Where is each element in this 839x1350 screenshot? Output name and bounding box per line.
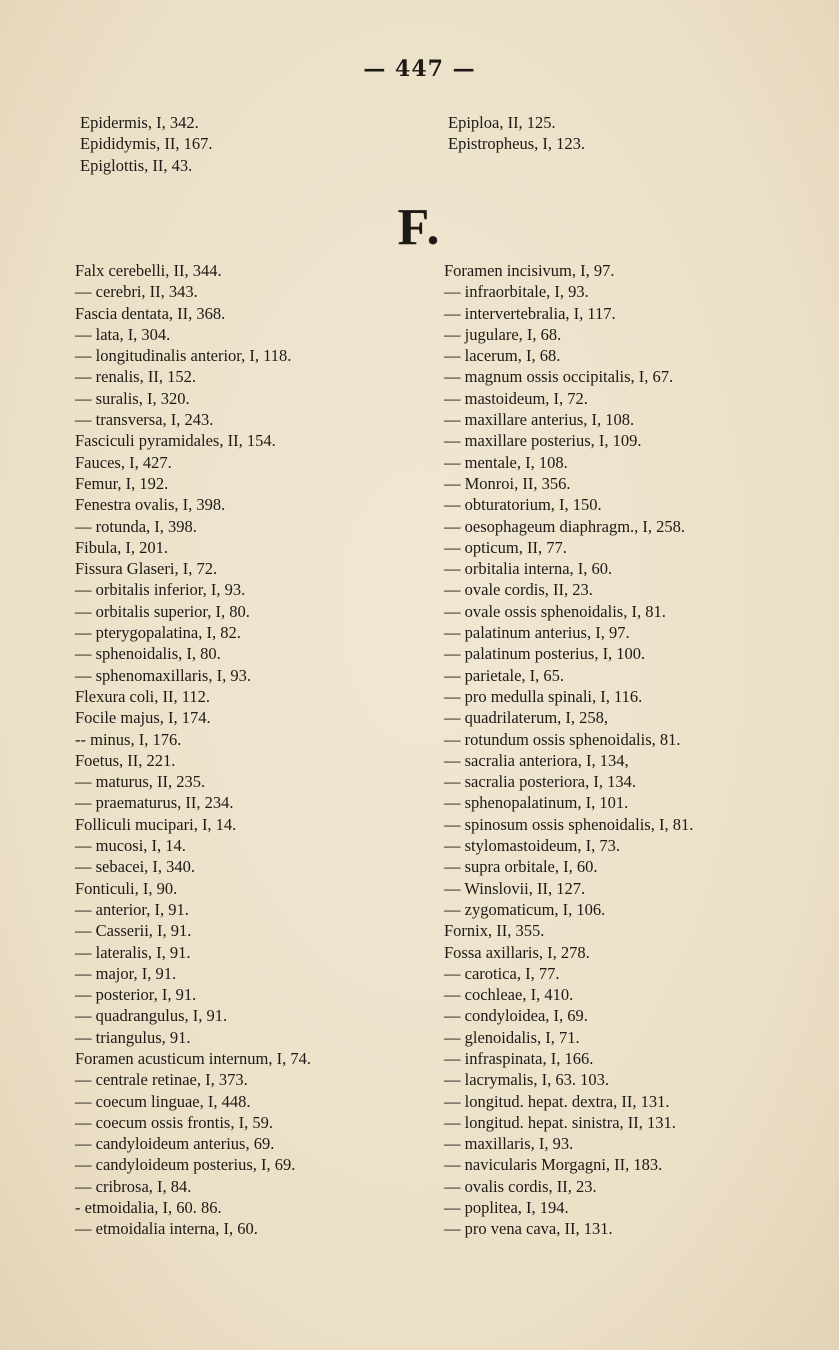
index-entry: — quadrangulus, I, 91. [75,1006,228,1026]
index-entry: — glenoidalis, I, 71. [444,1027,580,1047]
index-entry: — rotundum ossis sphenoidalis, 81. [444,729,681,749]
index-entry: — longitud. hepat. sinistra, II, 131. [444,1112,676,1132]
index-entry: Epidermis, I, 342. [80,113,199,132]
index-entry: — sacralia anteriora, I, 134, [444,750,629,770]
index-entry: Foetus, II, 221. [75,750,176,770]
index-entry: Falx cerebelli, II, 344. [75,261,222,280]
page-number: — 447 — [363,56,476,82]
index-entry: — stylomastoideum, I, 73. [444,836,620,856]
index-entry: — quadrilaterum, I, 258, [444,708,609,728]
index-entry: — cerebri, II, 343. [75,282,198,302]
index-entry: Foramen incisivum, I, 97. [444,261,615,280]
index-entry: — obturatorium, I, 150. [444,495,602,515]
index-entry: — praematurus, II, 234. [75,793,234,813]
index-entry: — maxillare anterius, I, 108. [444,410,635,430]
index-entry: — coecum linguae, I, 448. [75,1091,251,1111]
index-entry: — etmoidalia interna, I, 60. [75,1219,258,1239]
index-entry: -- minus, I, 176. [75,729,182,749]
index-entry: — parietale, I, 65. [444,665,565,685]
index-entry: — sacralia posteriora, I, 134. [444,772,636,792]
index-entry: — posterior, I, 91. [75,985,197,1005]
index-entry: — cochleae, I, 410. [444,985,574,1005]
index-entry: — spinosum ossis sphenoidalis, I, 81. [444,814,694,834]
index-entry: — longitudinalis anterior, I, 118. [75,346,292,366]
index-entry: — orbitalia interna, I, 60. [444,559,613,579]
index-entry: - etmoidalia, I, 60. 86. [75,1198,222,1218]
index-entry: — transversa, I, 243. [75,410,214,430]
index-entry: — palatinum posterius, I, 100. [444,644,646,664]
index-entry: — opticum, II, 77. [444,537,567,557]
index-entry: — pro vena cava, II, 131. [444,1219,613,1239]
index-entry: — ovale cordis, II, 23. [444,580,593,600]
index-entry: Fascia dentata, II, 368. [75,303,226,323]
index-entry: — lateralis, I, 91. [75,942,191,962]
index-entry: — maxillare posterius, I, 109. [444,431,642,451]
section-letter: F. [397,199,442,256]
index-entry: Fauces, I, 427. [75,452,172,472]
index-entry: — sebacei, I, 340. [75,857,196,877]
index-entry: — Casserii, I, 91. [75,921,192,941]
index-entry: — oesophageum diaphragm., I, 258. [444,516,686,536]
index-entry: — maturus, II, 235. [75,772,206,792]
index-entry: — magnum ossis occipitalis, I, 67. [444,367,674,387]
index-entry: — carotica, I, 77. [444,963,560,983]
index-entry: — condyloidea, I, 69. [444,1006,588,1026]
index-entry: Fibula, I, 201. [75,537,169,557]
index-entry: — poplitea, I, 194. [444,1198,569,1218]
top-left-column [80,112,212,176]
index-entry: — sphenopalatinum, I, 101. [444,793,629,813]
index-entry: — navicularis Morgagni, II, 183. [444,1155,663,1175]
index-entry: — coecum ossis frontis, I, 59. [75,1112,273,1132]
index-entry: — candyloideum posterius, I, 69. [75,1155,296,1175]
index-entry: — mastoideum, I, 72. [444,388,588,408]
index-entry: — centrale retinae, I, 373. [75,1070,248,1090]
index-entry: — longitud. hepat. dextra, II, 131. [444,1091,670,1111]
index-entry: — jugulare, I, 68. [444,324,562,344]
index-entry: — infraspinata, I, 166. [444,1048,594,1068]
index-entry: Fenestra ovalis, I, 398. [75,495,226,515]
index-entry: — mucosi, I, 14. [75,836,186,856]
index-entry: Focile majus, I, 174. [75,708,211,728]
index-entry: — intervertebralia, I, 117. [444,303,616,323]
index-entry: Epistropheus, I, 123. [448,134,586,154]
index-entry: — renalis, II, 152. [75,367,196,387]
index-entry: — infraorbitale, I, 93. [444,282,589,302]
right-index-column [444,260,693,1240]
index-entry: — zygomaticum, I, 106. [444,899,606,919]
index-entry: Fissura Glaseri, I, 72. [75,559,218,579]
index-entry: — palatinum anterius, I, 97. [444,623,630,643]
index-entry: Folliculi mucipari, I, 14. [75,814,237,834]
index-entry: — triangulus, 91. [75,1027,191,1047]
index-entry: — cribrosa, I, 84. [75,1176,192,1196]
index-entry: — supra orbitale, I, 60. [444,857,598,877]
index-entry: — suralis, I, 320. [75,388,190,408]
index-entry: — Monroi, II, 356. [444,473,571,493]
index-entry: — ovalis cordis, II, 23. [444,1176,597,1196]
index-entry: — sphenomaxillaris, I, 93. [75,665,251,685]
index-entry: — maxillaris, I, 93. [444,1134,574,1154]
index-entry: — orbitalis inferior, I, 93. [75,580,246,600]
index-entry: Fornix, II, 355. [444,921,545,941]
index-entry: — lata, I, 304. [75,324,171,344]
index-entry: — anterior, I, 91. [75,899,189,919]
index-entry: Fasciculi pyramidales, II, 154. [75,431,276,451]
index-entry: — major, I, 91. [75,963,177,983]
index-entry: Flexura coli, II, 112. [75,686,211,706]
index-entry: — rotunda, I, 398. [75,516,197,536]
index-entry: — pterygopalatina, I, 82. [75,623,241,643]
index-entry: Fonticuli, I, 90. [75,878,178,898]
index-entry: — sphenoidalis, I, 80. [75,644,221,664]
index-entry: Epiploa, II, 125. [448,113,556,132]
index-entry: — ovale ossis sphenoidalis, I, 81. [444,601,666,621]
index-entry: — pro medulla spinali, I, 116. [444,686,643,706]
index-entry: — mentale, I, 108. [444,452,568,472]
index-entry: — lacrymalis, I, 63. 103. [444,1070,609,1090]
top-right-column [448,112,585,155]
index-entry: — orbitalis superior, I, 80. [75,601,250,621]
left-index-column [75,260,311,1240]
index-entry: — Winslovii, II, 127. [444,878,586,898]
index-entry: — candyloideum anterius, 69. [75,1134,275,1154]
index-entry: Fossa axillaris, I, 278. [444,942,590,962]
index-entry: Epiglottis, II, 43. [80,155,193,175]
index-entry: Femur, I, 192. [75,473,169,493]
index-entry: Epididymis, II, 167. [80,134,213,154]
index-entry: Foramen acusticum internum, I, 74. [75,1048,311,1068]
index-entry: — lacerum, I, 68. [444,346,561,366]
